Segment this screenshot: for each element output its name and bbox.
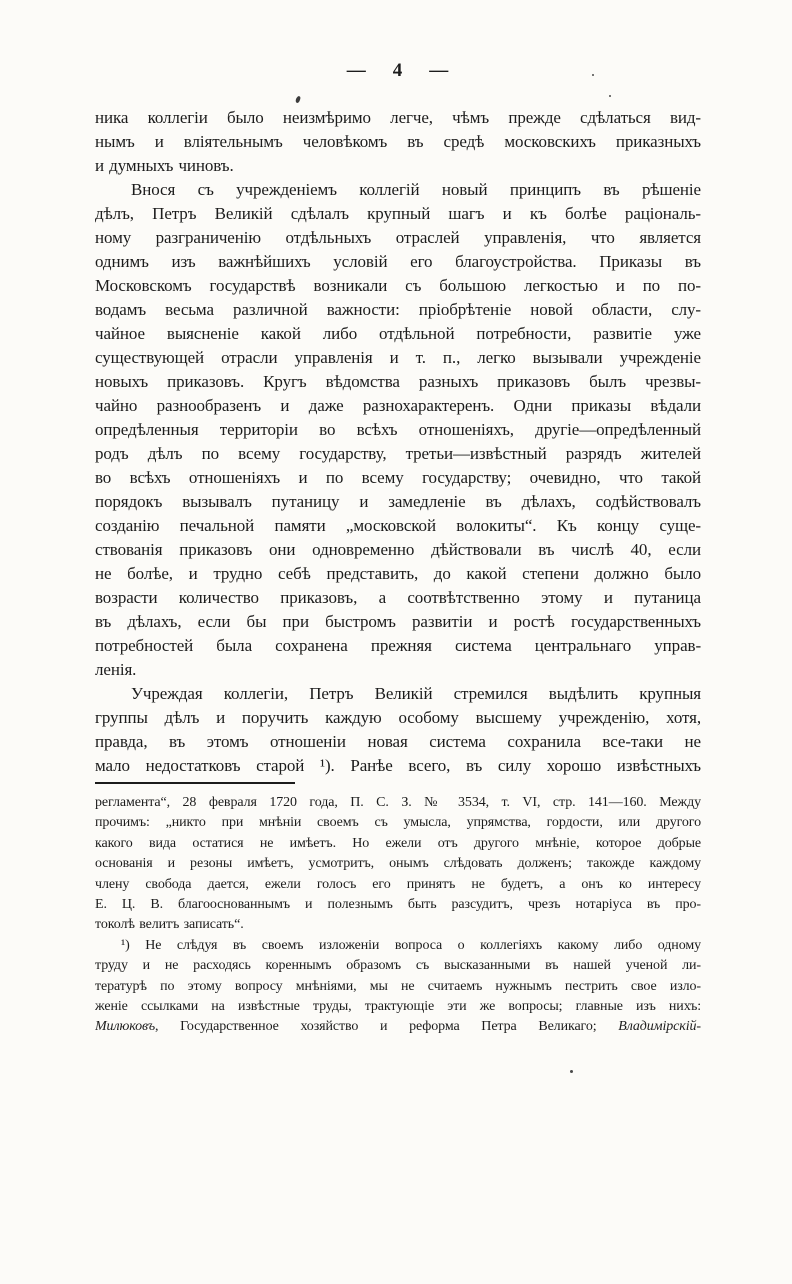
text-line: созданію печальной памяти „московской волокиты“. Къ концу суще- [95, 516, 701, 535]
page-header [95, 60, 701, 82]
text-line: въ дѣлахъ, если бы при быстромъ развитіи и ростѣ государственныхъ [95, 612, 701, 631]
text-line: опредѣленныя территоріи во всѣхъ отношеніяхъ, другіе—опредѣленный [95, 420, 701, 439]
text-line: Внося съ учрежденіемъ коллегій новый принципъ въ рѣшеніе [131, 180, 701, 199]
text-line: правда, въ этомъ отношеніи новая система сохранила все-таки не [95, 732, 701, 751]
header-right-dash: — [429, 60, 450, 81]
text-line: ствованія приказовъ они одновременно дѣйствовали въ числѣ 40, если [95, 540, 701, 559]
footnote-block [95, 793, 701, 1038]
text-line: однимъ изъ важнѣйшихъ условій его благоустройства. Приказы въ [95, 252, 701, 271]
text-line: нымъ и вліятельнымъ человѣкомъ въ средѣ московскихъ приказныхъ [95, 132, 701, 151]
text-line: дѣлъ, Петръ Великій сдѣлалъ крупный шагъ и къ болѣе раціональ- [95, 204, 701, 223]
text-line: токолѣ велитъ записать“. [95, 917, 244, 933]
text-line: существующей отрасли управленія и т. п., легко вызывали учрежденіе [95, 348, 701, 367]
text-line: труду и не расходясь кореннымъ образомъ съ высказанными въ нашей ученой ли- [95, 958, 701, 974]
text-line: основанія и резоны имѣетъ, усмотритъ, онымъ слѣдовать долженъ; такожде каждому [95, 856, 701, 872]
text-line: новыхъ приказовъ. Кругъ вѣдомства разныхъ приказовъ былъ чрезвы- [95, 372, 701, 391]
header-left-dash: — [346, 60, 367, 81]
page-number: 4 [392, 60, 404, 81]
text-line: ному разграниченію отдѣльныхъ отраслей управленія, что является [95, 228, 701, 247]
text-line: члену свобода дается, ежели голосъ его принятъ не будетъ, а онъ ко интересу [95, 876, 701, 892]
italic-text-segment: Владимірскій- [618, 1019, 701, 1035]
text-line: возрасти количество приказовъ, а соотвѣтственно этому и путаница [95, 588, 701, 607]
text-line: чайное выясненіе какой либо отдѣльной потребности, развитіе уже [95, 324, 701, 343]
text-line: Московскомъ государствѣ возникали съ большою легкостью и по по- [95, 276, 701, 295]
scan-speck [295, 96, 301, 104]
footnote-separator-rule [95, 782, 295, 784]
text-line: какого вида остатися не имѣетъ. Но ежели отъ другого мнѣніе, которое добрые [95, 835, 701, 851]
text-line [95, 1017, 701, 1037]
text-line: группы дѣлъ и поручить каждую особому высшему учрежденію, хотя, [95, 708, 701, 727]
text-line: регламента“, 28 февраля 1720 года, П. С. З. № 3534, т. VI, стр. 141—160. Между [95, 795, 701, 810]
text-line: мало недостатковъ старой ¹). Ранѣе всего, въ силу хорошо извѣстныхъ [95, 756, 701, 775]
text-line: потребностей была сохранена прежняя система центральнаго управ- [95, 636, 701, 655]
text-line: Учреждая коллегіи, Петръ Великій стремился выдѣлить крупныя [131, 684, 701, 703]
text-line: тературѣ по этому вопросу мнѣніями, мы не считаемъ нужнымъ пестрить свое изло- [95, 978, 701, 994]
text-line: ленія. [95, 660, 137, 679]
scan-speck [592, 74, 594, 76]
text-line: и думныхъ чиновъ. [95, 156, 234, 175]
main-text-block [95, 106, 701, 778]
text-line: прочимъ: „никто при мнѣніи своемъ съ умысла, упрямства, гордости, или другого [95, 815, 701, 831]
text-line: женіе ссылками на извѣстные труды, трактующіе эти же вопросы; главные изъ нихъ: [95, 998, 701, 1014]
scan-speck [570, 1070, 573, 1073]
text-line: порядокъ вызывалъ путаницу и замедленіе въ дѣлахъ, содѣйствовалъ [95, 492, 701, 511]
text-line: родъ дѣлъ по всему государству, третьи—извѣстный разрядъ жителей [95, 444, 701, 463]
text-line: во всѣхъ отношеніяхъ и по всему государству; очевидно, что такой [95, 468, 701, 487]
italic-text-segment: Милюковъ [95, 1019, 156, 1035]
text-segment: , Государственное хозяйство и реформа Петра Великаго; [155, 1019, 619, 1035]
text-line: ника коллегіи было неизмѣримо легче, чѣмъ прежде сдѣлаться вид- [95, 108, 701, 127]
text-line: не болѣе, и трудно себѣ представить, до какой степени должно было [95, 564, 701, 583]
text-line: чайно разнообразенъ и даже разнохарактеренъ. Одни приказы вѣдали [95, 396, 701, 415]
text-line: ¹) Не слѣдуя въ своемъ изложеніи вопроса о коллегіяхъ какому либо одному [121, 937, 701, 953]
text-line: водамъ весьма различной важности: пріобрѣтеніе новой области, слу- [95, 300, 701, 319]
scan-speck [609, 95, 611, 97]
text-line: Е. Ц. В. благооснованнымъ и полезнымъ быть разсудитъ, чрезъ нотаріуса въ про- [95, 896, 701, 912]
